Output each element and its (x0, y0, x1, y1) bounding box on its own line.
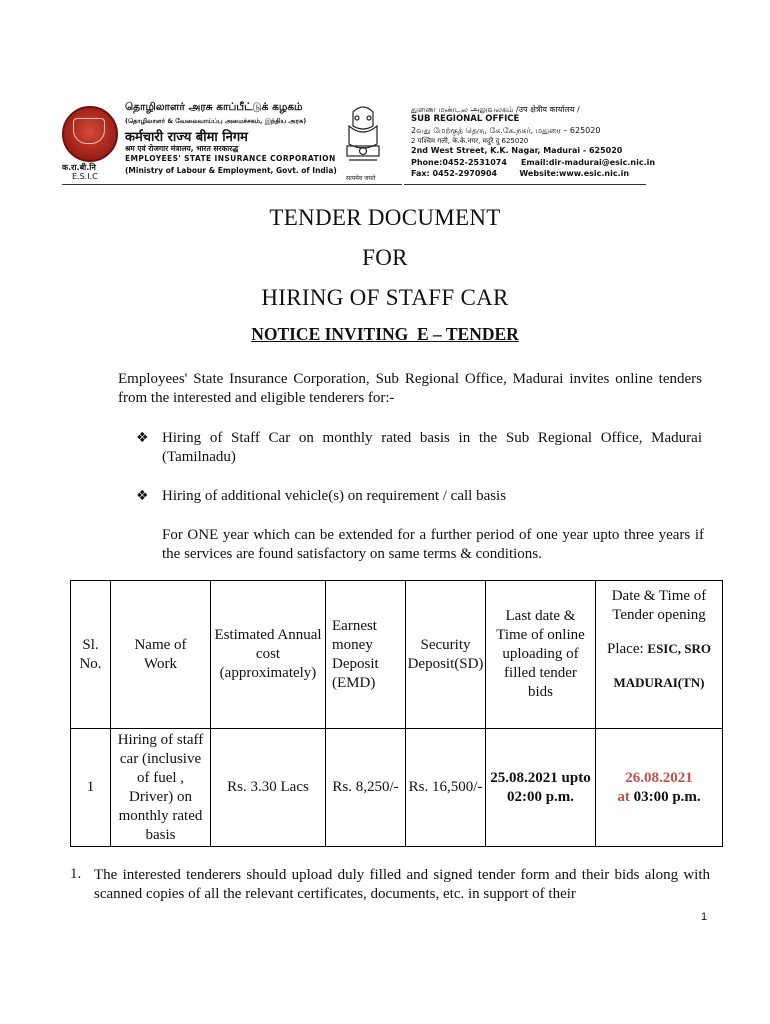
bullet-item: Hiring of additional vehicle(s) on requirement / call basis (162, 488, 507, 504)
header-estimated-cost: Estimated Annual cost (approximately) (211, 581, 326, 729)
org-name-hindi: कर्मचारी राज्य बीमा निगम (125, 130, 248, 145)
intro-paragraph: Employees' State Insurance Corporation, Sub Regional Office, Madurai invites online tenders from the interested and eligible tenderers for:- (118, 371, 702, 406)
cell-name-of-work: Hiring of staff car (inclusive of fuel , Driver) on monthly rated basis (111, 729, 211, 847)
ministry-tamil: (தொழிலாளர் & வேலைவாய்ப்பு அமைச்சகம், இந்திய அரசு) (125, 117, 307, 125)
esic-logo-mark (73, 118, 105, 144)
letterhead-divider-right (404, 184, 646, 185)
diamond-bullet-icon: ❖ (136, 488, 149, 504)
cell-last-date: 25.08.2021 upto 02:00 p.m. (486, 729, 596, 847)
document-title-for: FOR (362, 245, 408, 270)
phone-email: Phone:0452-2531074 Email:dir-madurai@esic.nic.in (411, 158, 656, 167)
document-subtitle: HIRING OF STAFF CAR (261, 285, 509, 310)
place-city: MADURAI(TN) (613, 675, 705, 690)
logo-english-caption: E.S.I.C (72, 172, 98, 181)
national-emblem-icon (339, 104, 387, 172)
opening-date: 26.08.2021 (625, 769, 693, 786)
emblem-caption: सत्यमेव जयते (346, 175, 376, 182)
header-name-of-work: Name of Work (111, 581, 211, 729)
header-opening (596, 581, 723, 729)
header-sl-no: Sl. No. (71, 581, 111, 729)
org-name-tamil: தொழிலாளர் அரசு காப்பீட்டுக் கழகம் (125, 101, 303, 113)
place-value: ESIC, SRO (647, 641, 711, 656)
opening-time: 03:00 p.m. (633, 788, 701, 805)
ministry-hindi: श्रम एवं रोजगार मंत्रालय, भारत सरकारद्ध (125, 144, 239, 153)
letterhead-divider-left (62, 184, 402, 185)
place-line (596, 639, 722, 659)
cell-sl: 1 (71, 729, 111, 847)
diamond-bullet-icon: ❖ (136, 430, 149, 446)
header-emd: Earnest money Deposit (EMD) (326, 581, 406, 729)
page-number: 1 (701, 911, 708, 923)
place-label: Place: (607, 641, 644, 657)
numbered-item-body: The interested tenderers should upload duly filled and signed tender form and their bids along with scanned copies of all the relevant certificates, documents, etc. in support of their (94, 867, 710, 902)
opening-label: Date & Time of Tender opening (611, 588, 707, 623)
logo-hindi-caption: क.रा.बी.नि (62, 163, 96, 172)
opening-at: at (617, 788, 630, 805)
cell-security-deposit: Rs. 16,500/- (406, 729, 486, 847)
fax-website: Fax: 0452-2970904 Website:www.esic.nic.in (411, 169, 630, 178)
table-header-row (71, 581, 723, 729)
bullet-item: Hiring of Staff Car on monthly rated basis in the Sub Regional Office, Madurai (Tamilnadu) (162, 430, 702, 465)
header-last-date: Last date & Time of online uploading of filled tender bids (486, 581, 596, 729)
document-title: TENDER DOCUMENT (269, 205, 501, 230)
opening-time-line (596, 788, 722, 807)
cell-emd: Rs. 8,250/- (326, 729, 406, 847)
numbered-item-text (70, 866, 710, 904)
cell-opening (596, 729, 723, 847)
notice-heading: NOTICE INVITING E – TENDER (251, 324, 519, 344)
address-english: 2nd West Street, K.K. Nagar, Madurai - 625020 (411, 146, 623, 155)
office-name-english: SUB REGIONAL OFFICE (411, 114, 520, 124)
table-row (71, 729, 723, 847)
tender-schedule-table (70, 580, 723, 847)
duration-paragraph: For ONE year which can be extended for a further period of one year upto three years if the services are found satisfactory on same terms & conditions. (162, 527, 704, 562)
numbered-item-label: 1. (70, 866, 82, 882)
address-hindi: 2 पश्चिम गली, के.के.नगर, मदुरै दु 625020 (411, 137, 529, 145)
header-security-deposit: Security Deposit(SD) (406, 581, 486, 729)
office-name-tamil-hindi: துணை மண்டல அலுவலகம் /उप क्षेत्रीय कार्यालय / (411, 105, 580, 114)
cell-estimated-cost: Rs. 3.30 Lacs (211, 729, 326, 847)
address-tamil: 2வது மேற்குத் தெரு, கே.கே.நகர், மதுரை – 625020 (411, 126, 601, 135)
org-name-english: EMPLOYEES' STATE INSURANCE CORPORATION (125, 154, 336, 163)
ministry-english: (Ministry of Labour & Employment, Govt. of India) (125, 166, 337, 175)
